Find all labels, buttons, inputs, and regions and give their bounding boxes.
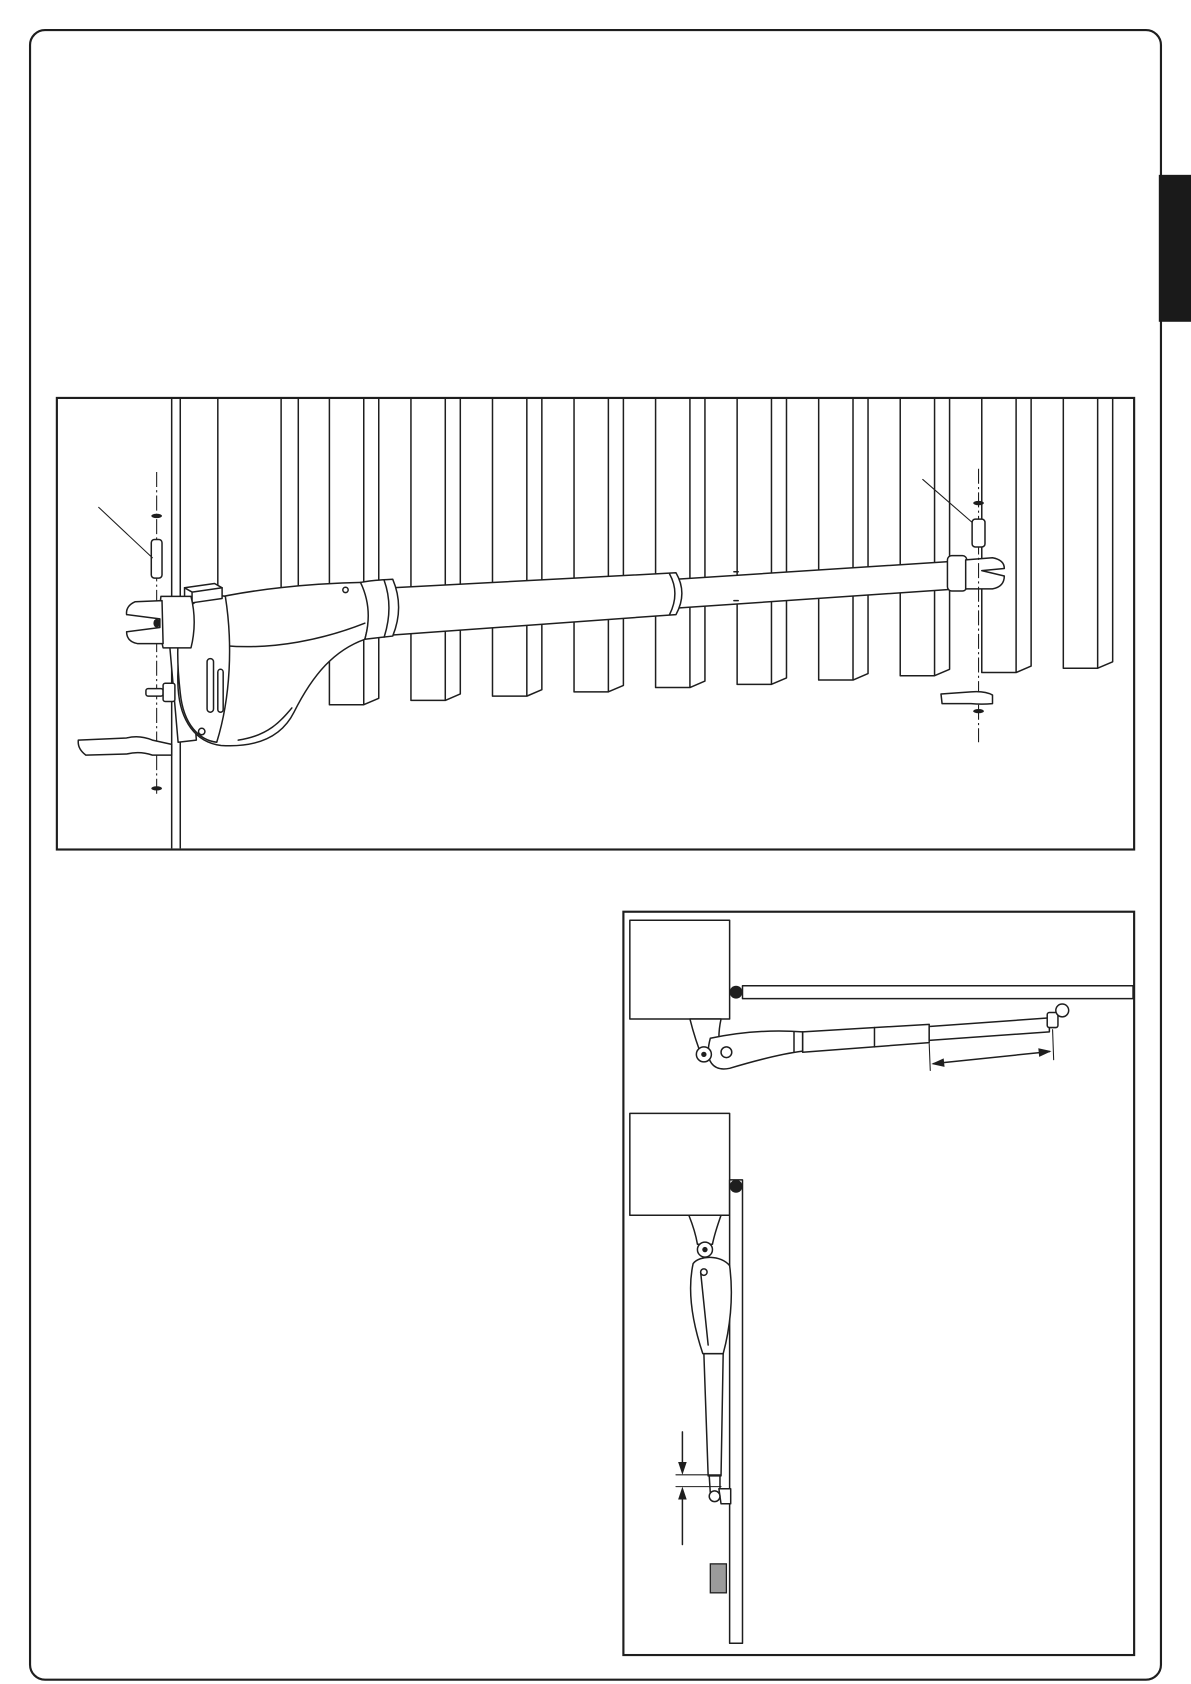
- front-pin-icon: [1056, 1004, 1069, 1017]
- dimension-extension-line: [1053, 1030, 1054, 1060]
- motor-housing: [691, 1257, 732, 1353]
- section-tab: [1159, 175, 1191, 322]
- gate-slats: [329, 398, 1112, 705]
- gate-slat: [819, 398, 868, 680]
- hinge-icon: [730, 1180, 743, 1193]
- gate-slat: [492, 398, 541, 696]
- rear-bracket: [689, 1215, 721, 1244]
- gate-slat: [329, 398, 378, 705]
- arrow-up-icon: [678, 1487, 687, 1500]
- gate-slat: [574, 398, 623, 692]
- actuator-rod: [676, 561, 958, 608]
- gate-slat: [1063, 398, 1112, 668]
- view-gate-closed: [630, 920, 1133, 1070]
- front-clevis-fork: [966, 558, 1005, 589]
- leader-line: [923, 479, 972, 522]
- dimension-extension-line: [929, 1044, 930, 1071]
- rear-clevis-collar: [159, 596, 194, 647]
- gate-slat: [982, 398, 1031, 673]
- gate-leaf: [742, 986, 1133, 999]
- washer-icon: [151, 786, 162, 790]
- gate-slat: [656, 398, 705, 688]
- pillar: [630, 1113, 730, 1215]
- arrow-down-icon: [678, 1462, 687, 1475]
- stroke-dimension-line: [933, 1052, 1049, 1064]
- screw-icon: [199, 728, 205, 734]
- pin-icon: [721, 1047, 732, 1058]
- hinge-icon: [730, 986, 743, 999]
- front-pin: [972, 519, 985, 547]
- page-border: [30, 30, 1161, 1680]
- actuator-rod: [929, 1018, 1049, 1041]
- washer-icon: [973, 709, 984, 713]
- gate-leaf: [730, 1180, 743, 1643]
- figure-stroke-adjustment: [623, 912, 1134, 1655]
- vent-slot: [207, 659, 213, 713]
- actuator-tube: [393, 573, 682, 635]
- linear-actuator: [127, 556, 1005, 746]
- vent-slot: [218, 669, 223, 712]
- rear-pin: [151, 540, 162, 579]
- arrow-left-icon: [931, 1058, 944, 1067]
- rear-bracket-plate: [78, 737, 171, 755]
- actuator-tube: [803, 1024, 930, 1052]
- pin-icon: [701, 1269, 707, 1275]
- gate-stop: [710, 1564, 726, 1593]
- arrow-right-icon: [1038, 1048, 1051, 1057]
- pin-icon: [702, 1247, 707, 1252]
- gate-illustration: [78, 398, 1112, 850]
- washer-icon: [151, 514, 162, 518]
- pin-icon: [701, 1052, 706, 1057]
- pillar: [630, 920, 730, 1019]
- leader-line: [99, 507, 153, 557]
- screw-icon: [343, 587, 348, 592]
- gate-slat: [900, 398, 949, 676]
- figure-actuator-installation: [57, 398, 1134, 850]
- washer-icon: [973, 501, 984, 505]
- actuator-tube: [704, 1354, 723, 1476]
- front-bracket-plate: [941, 692, 993, 705]
- front-pin-icon: [709, 1491, 720, 1502]
- gate-slat: [737, 398, 786, 684]
- hex-nut-icon: [163, 683, 175, 701]
- gate-slat: [411, 398, 460, 700]
- front-clevis-collar: [947, 556, 966, 591]
- view-gate-open: [630, 1113, 743, 1643]
- front-clevis: [1047, 1013, 1058, 1028]
- side-bolt: [146, 689, 163, 697]
- pin-hole-icon: [153, 619, 159, 628]
